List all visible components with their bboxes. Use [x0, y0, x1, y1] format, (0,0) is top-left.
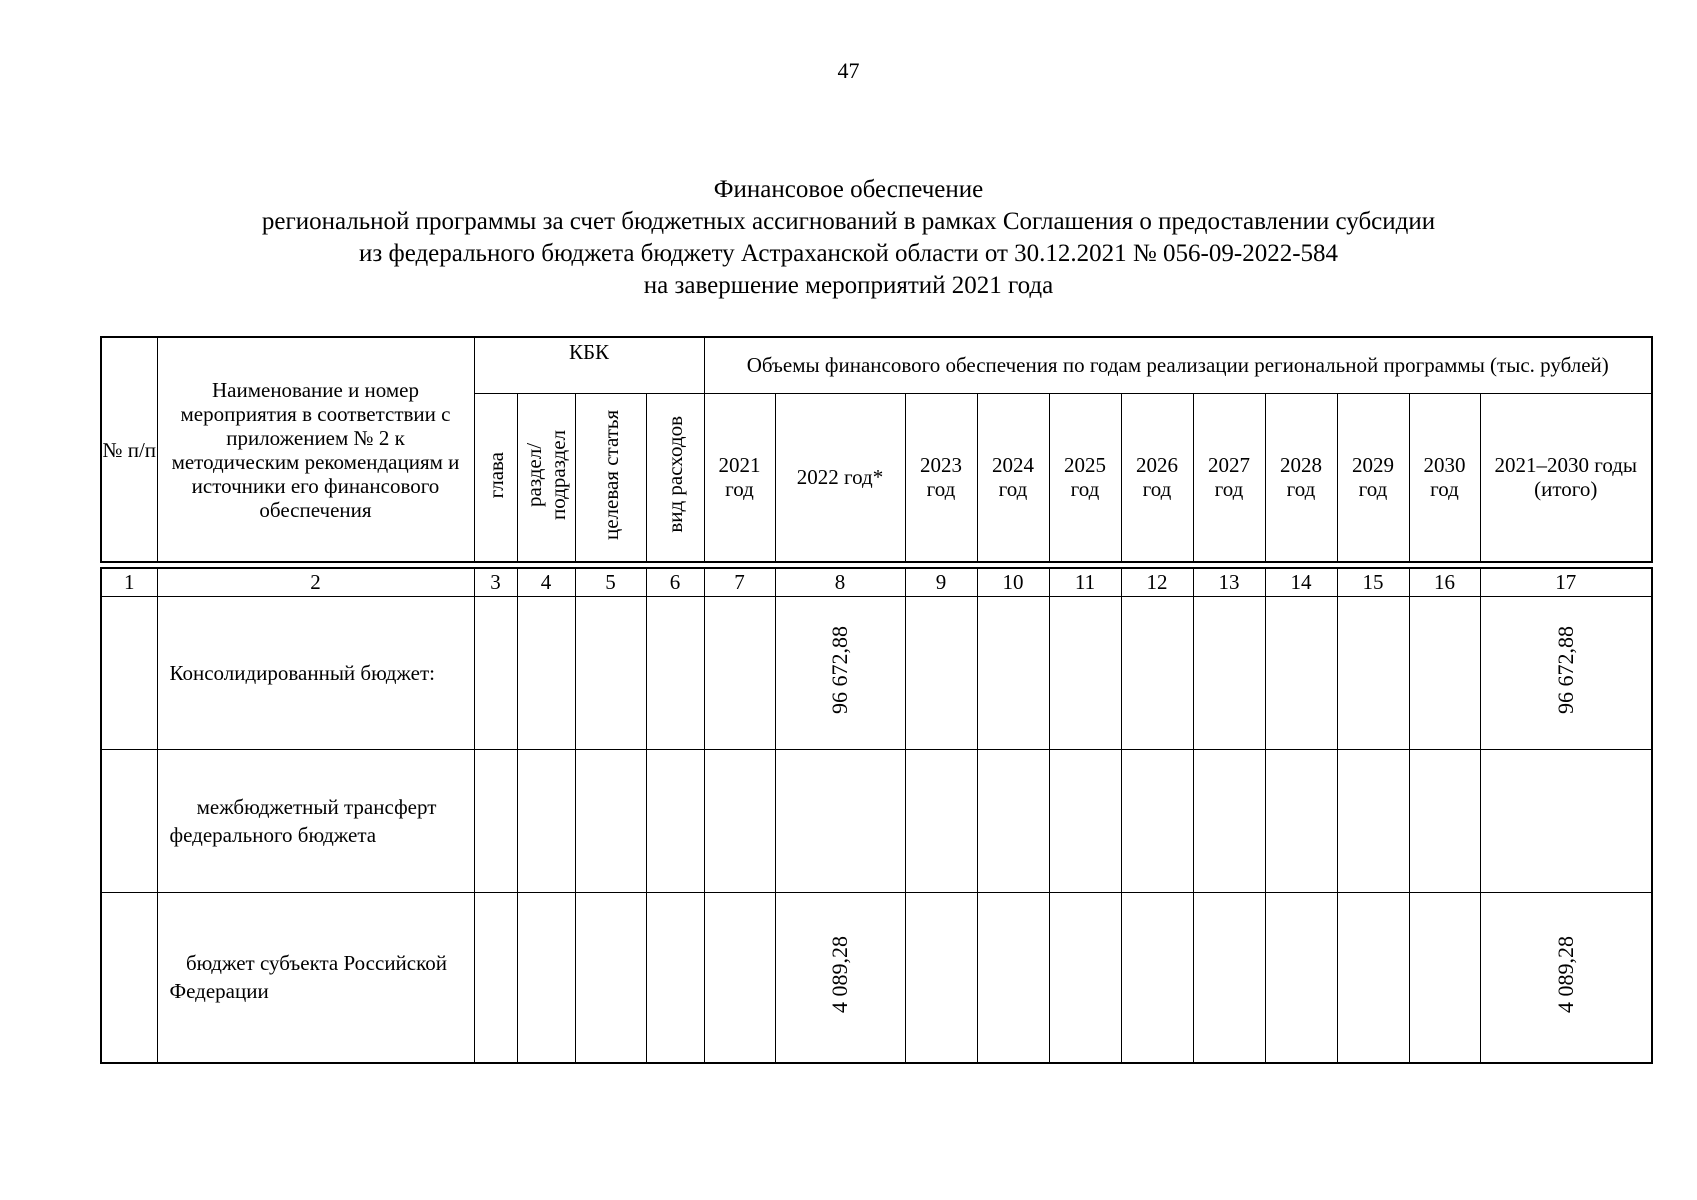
table-header — [100, 336, 1653, 563]
title-line-2: региональной программы за счет бюджетных ассигнований в рамках Соглашения о предоставлении субсидии — [261, 208, 1436, 235]
col-num-15: 15 — [1337, 568, 1409, 596]
header-kbk-glava: глава — [474, 393, 517, 562]
header-kbk-statya: целевая статья — [575, 393, 646, 562]
header-year-2021: 2021 год — [704, 393, 775, 562]
header-name: Наименование и номер мероприятия в соответствии с приложением № 2 к методическим рекомендациям и источники его финансового обеспечения — [157, 337, 474, 562]
col-num-17: 17 — [1480, 568, 1652, 596]
col-num-11: 11 — [1049, 568, 1121, 596]
col-num-9: 9 — [905, 568, 977, 596]
col-num-1: 1 — [101, 568, 157, 596]
title-line-4: на завершение мероприятий 2021 года — [643, 272, 1054, 299]
cell-total-transfer — [1480, 749, 1652, 892]
col-num-10: 10 — [977, 568, 1049, 596]
cell-2022-transfer — [775, 749, 905, 892]
cell-2022-consolidated: 96 672,88 — [775, 596, 905, 749]
row-label-consolidated: Консолидированный бюджет: — [157, 596, 474, 749]
header-year-2025: 2025 год — [1049, 393, 1121, 562]
col-num-14: 14 — [1265, 568, 1337, 596]
col-num-13: 13 — [1193, 568, 1265, 596]
header-volumes: Объемы финансового обеспечения по годам реализации региональной программы (тыс. рублей) — [704, 337, 1652, 393]
table-row — [101, 892, 1652, 1063]
table-row — [101, 749, 1652, 892]
column-number-row — [101, 568, 1652, 596]
header-kbk: КБК — [474, 337, 704, 393]
col-num-7: 7 — [704, 568, 775, 596]
page-number: 47 — [837, 58, 860, 83]
col-num-3: 3 — [474, 568, 517, 596]
col-num-6: 6 — [646, 568, 704, 596]
col-num-2: 2 — [157, 568, 474, 596]
row-label-subject-budget: бюджет субъекта Российской Федерации — [157, 892, 474, 1063]
header-kbk-razdel: раздел/ подраздел — [517, 393, 575, 562]
header-year-2029: 2029 год — [1337, 393, 1409, 562]
title-line-3: из федерального бюджета бюджету Астраханской области от 30.12.2021 № 056-09-2022-584 — [358, 240, 1339, 267]
header-year-2028: 2028 год — [1265, 393, 1337, 562]
col-num-16: 16 — [1409, 568, 1480, 596]
header-year-total: 2021–2030 годы (итого) — [1480, 393, 1652, 562]
header-num: № п/п — [101, 337, 157, 562]
table-row — [101, 596, 1652, 749]
table-body — [100, 567, 1653, 1064]
header-year-2024: 2024 год — [977, 393, 1049, 562]
document-title — [0, 174, 1697, 302]
title-line-1: Финансовое обеспечение — [713, 176, 984, 203]
header-year-2026: 2026 год — [1121, 393, 1193, 562]
cell-total-consolidated: 96 672,88 — [1480, 596, 1652, 749]
header-year-2022: 2022 год* — [775, 393, 905, 562]
header-year-2023: 2023 год — [905, 393, 977, 562]
col-num-4: 4 — [517, 568, 575, 596]
header-year-2027: 2027 год — [1193, 393, 1265, 562]
col-num-12: 12 — [1121, 568, 1193, 596]
header-year-2030: 2030 год — [1409, 393, 1480, 562]
col-num-5: 5 — [575, 568, 646, 596]
cell-2022-subject-budget: 4 089,28 — [775, 892, 905, 1063]
header-kbk-vid: вид расходов — [646, 393, 704, 562]
row-label-transfer: межбюджетный трансферт федерального бюджета — [157, 749, 474, 892]
cell-total-subject-budget: 4 089,28 — [1480, 892, 1652, 1063]
col-num-8: 8 — [775, 568, 905, 596]
